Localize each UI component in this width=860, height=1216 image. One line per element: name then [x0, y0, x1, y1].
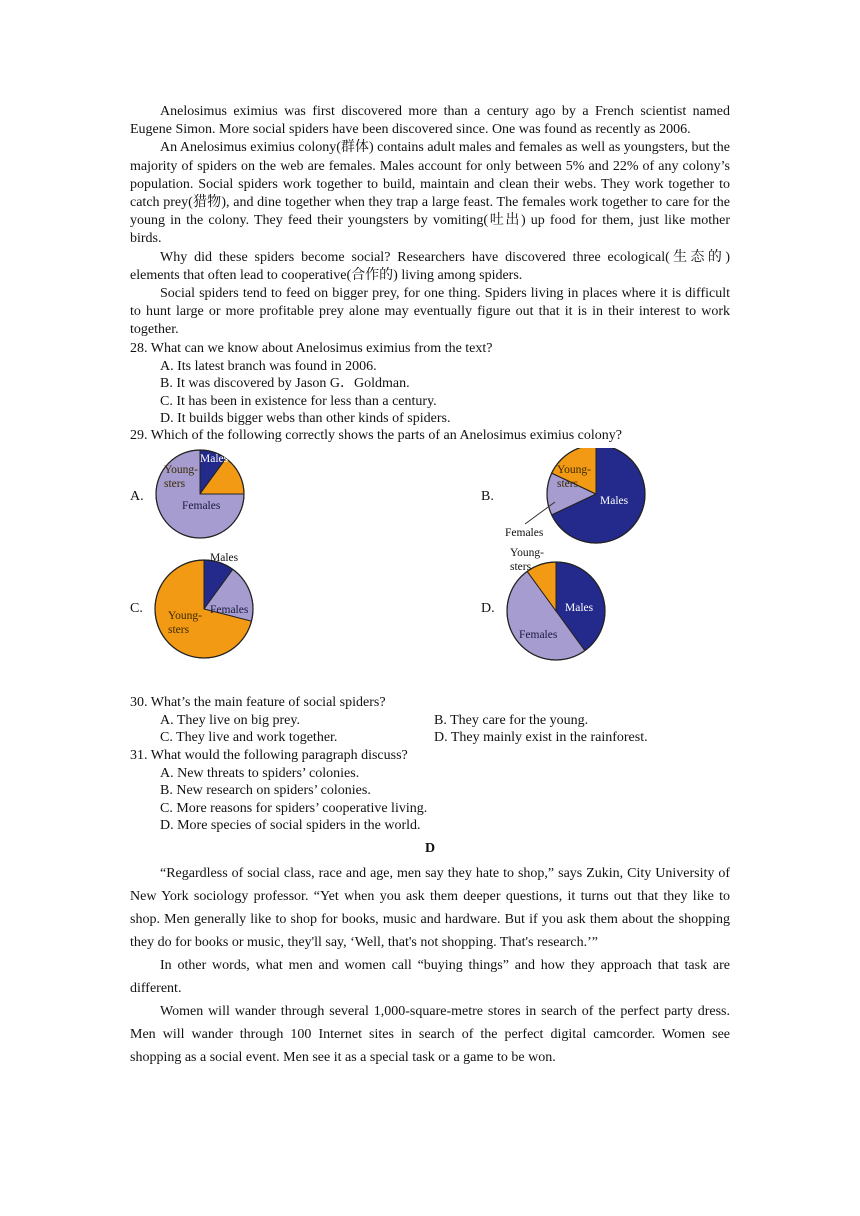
question-30-stem: 30. What’s the main feature of social spiders? — [130, 694, 386, 710]
option-a-letter: A. — [130, 488, 144, 504]
q28-option-d: D. It builds bigger webs than other kinds of spiders. — [160, 411, 451, 427]
passage-c-paragraph-4: Social spiders tend to feed on bigger prey, for one thing. Spiders living in places where it is difficult to hunt large or more profitable prey alone may eventually figure out that it is in their interest to work together. — [130, 286, 730, 338]
passage-d-paragraph-2: In other words, what men and women call “buying things” and how they approach that task are different. — [130, 957, 730, 996]
option-d-letter: D. — [481, 600, 495, 616]
q30-option-a: A. They live on big prey. — [160, 712, 300, 728]
passage-d-paragraph-1: “Regardless of social class, race and age, men say they hate to shop,” says Zukin, City University of New York sociology professor. “Yet when you ask them deeper questions, it turns out that they like to shop. Men generally like to shop for books, music and hardware. But if you ask them about the shopping they do for books or music, they'll say, ‘Well, that's not shopping. That's research.’” — [130, 865, 730, 950]
q31-option-b: B. New research on spiders’ colonies. — [160, 783, 371, 799]
q28-option-c: C. It has been in existence for less than a century. — [160, 393, 437, 409]
pie-d-label-0: Males — [565, 601, 594, 614]
pie-a-label-1: Young-sters — [164, 463, 198, 490]
pie-a-label-2: Females — [182, 499, 221, 512]
passage-c-paragraph-2: An Anelosimus eximius colony(群体) contains adult males and females as well as youngsters, but the majority of spiders on the web are females. Males account for only between 5% and 22% of any colony’s population. Social spiders work together to build, maintain and clean their webs. They work together to catch prey(猎物), and dine together when they trap a large feast. The females work together to care for the young in the colony. They feed their youngsters by vomiting(吐出) up food for them, just like mother birds. — [130, 140, 730, 247]
question-28-stem: 28. What can we know about Anelosimus eximius from the text? — [130, 340, 493, 356]
section-d-heading: D — [424, 840, 436, 856]
passage-c-paragraph-3: Why did these spiders become social? Researchers have discovered three ecological(生态的) elements that often lead to cooperative(合作的) living among spiders. — [130, 249, 730, 283]
pie-chart-options — [130, 448, 730, 694]
passage-c-paragraph-1: Anelosimus eximius was first discovered more than a century ago by a French scientist named Eugene Simon. More social spiders have been discovered since. One was found as recently as 2006. — [130, 104, 730, 138]
passage-d-paragraph-3: Women will wander through several 1,000-square-metre stores in search of the perfect party dress. Men will wander through 100 Internet sites in search of the perfect digital camcorder. Women see shopping as a social event. Men see it as a special task or a game to be won. — [130, 1003, 730, 1065]
pie-a-label-0: Males — [200, 452, 229, 465]
q30-option-c: C. They live and work together. — [160, 730, 338, 746]
pie-b-label-2: Young-sters — [557, 463, 591, 490]
q28-option-a: A. Its latest branch was found in 2006. — [160, 358, 377, 374]
question-31-stem: 31. What would the following paragraph discuss? — [130, 747, 408, 763]
q28-option-b: B. It was discovered by Jason G．Goldman. — [160, 376, 410, 392]
pie-d-label-2: Young-sters — [510, 546, 544, 573]
pie-d-label-1: Females — [519, 628, 558, 641]
pie-b-label-0: Males — [600, 494, 629, 507]
option-b-letter: B. — [481, 488, 494, 504]
pie-c-label-2: Young-sters — [168, 609, 202, 636]
pie-c-label-1: Females — [210, 603, 249, 616]
q30-options-row-1 — [160, 712, 730, 729]
q31-option-d: D. More species of social spiders in the world. — [160, 818, 421, 834]
q30-option-d: D. They mainly exist in the rainforest. — [434, 730, 648, 746]
pie-charts-svg — [130, 448, 730, 694]
question-29-stem: 29. Which of the following correctly shows the parts of an Anelosimus eximius colony? — [130, 428, 622, 444]
pie-b-label-1: Females — [505, 526, 544, 539]
q31-option-a: A. New threats to spiders’ colonies. — [160, 765, 360, 781]
pie-c-label-0: Males — [210, 551, 239, 564]
q31-option-c: C. More reasons for spiders’ cooperative living. — [160, 800, 428, 816]
q30-option-b: B. They care for the young. — [434, 712, 589, 728]
q30-options-row-2 — [160, 729, 730, 746]
option-c-letter: C. — [130, 600, 143, 616]
exam-page — [130, 103, 730, 1069]
